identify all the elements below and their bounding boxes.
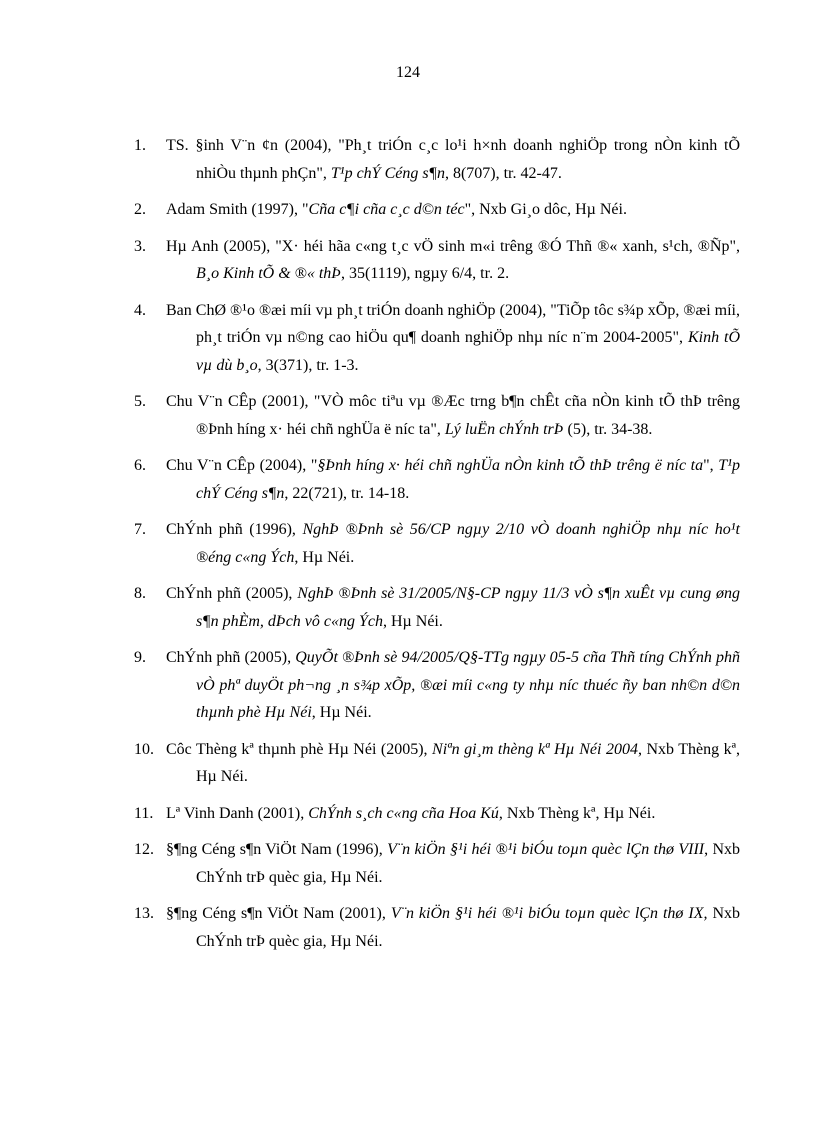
- reference-text-segment: ChÝnh phñ (1996),: [166, 521, 303, 538]
- reference-text-segment: Chu V¨n CÊp (2004), ": [166, 457, 318, 474]
- reference-item: [134, 736, 740, 791]
- reference-text-segment: , Nxb Thèng kª, Hµ Néi.: [498, 804, 656, 822]
- reference-item: [134, 388, 740, 443]
- reference-text-segment: (5), tr. 34-38.: [563, 420, 653, 438]
- reference-number: 4.: [134, 301, 146, 319]
- reference-number: 10.: [134, 740, 154, 758]
- reference-title-italic: V¨n kiÖn §¹i héi ®¹i biÓu toµn quèc lÇn thø VIII: [387, 841, 705, 858]
- reference-text: [166, 580, 740, 635]
- reference-text-segment: ChÝnh phñ (2005),: [166, 649, 296, 666]
- reference-text: [166, 196, 740, 224]
- reference-title-italic: §Þnh híng x· héi chñ nghÜa nÒn kinh tÕ thÞ trêng ë níc ta: [317, 457, 704, 474]
- reference-number: 9.: [134, 649, 146, 666]
- reference-item: [134, 800, 740, 828]
- reference-title-italic: Kinh tÕ vµ dù b¸o: [196, 329, 740, 374]
- reference-number: 2.: [134, 201, 146, 218]
- reference-text-segment: Hµ Anh (2005), "X· héi hãa c«ng t¸c vÖ sinh m«i trêng ®Ó Thñ ®« xanh, s¹ch, ®Ñp",: [166, 237, 740, 255]
- reference-text-segment: , Nxb Thèng kª, Hµ Néi.: [196, 740, 740, 785]
- reference-text: [166, 388, 740, 443]
- reference-number: 13.: [134, 905, 154, 922]
- reference-title-italic: T¹p chÝ Céng s¶n: [330, 164, 445, 182]
- reference-item: [134, 900, 740, 955]
- reference-number: 3.: [134, 237, 146, 255]
- reference-number: 5.: [134, 393, 146, 410]
- reference-text-segment: , 35(1119), ngµy 6/4, tr. 2.: [341, 265, 510, 282]
- reference-text-segment: , Hµ Néi.: [383, 612, 443, 630]
- reference-text-segment: Chu V¨n CÊp (2001), "VÒ môc tiªu vµ ®Æc trng b¶n chÊt cña nÒn kinh tÕ thÞ trêng ®Þnh híng x· héi chñ nghÜa ë níc ta",: [166, 393, 740, 438]
- reference-text-segment: ",: [703, 457, 719, 474]
- reference-title-italic: NghÞ ®Þnh sè 56/CP ngµy 2/10 vÒ doanh nghiÖp nhµ níc ho¹t ®éng c«ng Ých: [196, 521, 740, 566]
- reference-text-segment: §¶ng Céng s¶n ViÖt Nam (1996),: [166, 841, 388, 858]
- reference-title-italic: V¨n kiÖn §¹i héi ®¹i biÓu toµn quèc lÇn thø IX,: [390, 905, 708, 922]
- reference-item: [134, 132, 740, 187]
- reference-title-italic: ChÝnh s¸ch c«ng cña Hoa Kú: [308, 804, 499, 822]
- reference-title-italic: B¸o Kinh tÕ & ®« thÞ: [196, 265, 342, 282]
- reference-text: [166, 644, 740, 727]
- reference-text-segment: TS. §inh V¨n ¢n (2004), "Ph¸t triÓn c¸c lo¹i h×nh doanh nghiÖp trong nÒn kinh tÕ nhiÒu thµnh phÇn",: [166, 137, 740, 182]
- reference-title-italic: Cña c¶i cña c¸c d©n téc: [308, 201, 465, 218]
- reference-text-segment: ", Nxb Gi¸o dôc, Hµ Néi.: [464, 201, 627, 218]
- reference-text: [166, 900, 740, 955]
- reference-text: [166, 233, 740, 288]
- reference-item: [134, 196, 740, 224]
- reference-title-italic: Niªn gi¸m thèng kª Hµ Néi 2004: [432, 740, 638, 758]
- reference-number: 6.: [134, 457, 146, 474]
- reference-title-italic: QuyÕt ®Þnh sè 94/2005/Q§-TTg ngµy 05-5 cña Thñ tíng ChÝnh phñ vÒ phª duyÖt ph¬ng ¸n s¾p xÕp, ®æi míi c«ng ty nhµ níc thuéc ñy ban nh©n d©n thµnh phè Hµ Néi: [196, 649, 740, 721]
- reference-item: [134, 644, 740, 727]
- reference-text: [166, 132, 740, 187]
- reference-item: [134, 516, 740, 571]
- reference-text: [166, 800, 740, 828]
- reference-text-segment: ChÝnh phñ (2005),: [166, 585, 298, 602]
- reference-text: [166, 736, 740, 791]
- reference-number: 11.: [134, 804, 154, 822]
- reference-text-segment: Ban ChØ ®¹o ®æi míi vµ ph¸t triÓn doanh nghiÖp (2004), "TiÕp tôc s¾p xÕp, ®æi míi, ph¸t triÓn vµ n©ng cao hiÖu qu¶ doanh nghiÖp nhµ níc n¨m 2004-2005",: [166, 301, 740, 346]
- reference-text-segment: , Nxb ChÝnh trÞ quèc gia, Hµ Néi.: [196, 841, 740, 886]
- reference-item: [134, 836, 740, 891]
- reference-item: [134, 233, 740, 288]
- reference-number: 8.: [134, 585, 146, 602]
- reference-list: [134, 132, 740, 964]
- reference-text-segment: Nxb ChÝnh trÞ quèc gia, Hµ Néi.: [196, 905, 741, 950]
- reference-item: [134, 297, 740, 380]
- reference-number: 12.: [134, 841, 154, 858]
- page-number: 124: [396, 64, 420, 81]
- reference-text-segment: §¶ng Céng s¶n ViÖt Nam (2001),: [166, 905, 391, 922]
- reference-title-italic: Lý luËn chÝnh trÞ: [444, 420, 564, 438]
- reference-text-segment: , 3(371), tr. 1-3.: [257, 356, 359, 374]
- reference-text: [166, 516, 740, 571]
- reference-item: [134, 580, 740, 635]
- reference-text-segment: , 22(721), tr. 14-18.: [284, 484, 410, 502]
- reference-text: [166, 452, 740, 507]
- reference-text-segment: Lª Vinh Danh (2001),: [166, 804, 309, 822]
- reference-number: 1.: [134, 137, 146, 154]
- reference-number: 7.: [134, 521, 146, 538]
- reference-text-segment: Côc Thèng kª thµnh phè Hµ Néi (2005),: [166, 740, 433, 758]
- reference-text: [166, 836, 740, 891]
- reference-title-italic: T¹p chÝ Céng s¶n: [196, 457, 740, 502]
- reference-item: [134, 452, 740, 507]
- reference-title-italic: NghÞ ®Þnh sè 31/2005/N§-CP ngµy 11/3 vÒ s¶n xuÊt vµ cung øng s¶n phÈm, dÞch vô c«ng Ých: [196, 585, 740, 630]
- reference-text-segment: Adam Smith (1997), ": [166, 201, 309, 218]
- reference-text-segment: , 8(707), tr. 42-47.: [444, 164, 562, 182]
- reference-text: [166, 297, 740, 380]
- reference-text-segment: , Hµ Néi.: [294, 548, 355, 566]
- reference-text-segment: , Hµ Néi.: [311, 704, 372, 721]
